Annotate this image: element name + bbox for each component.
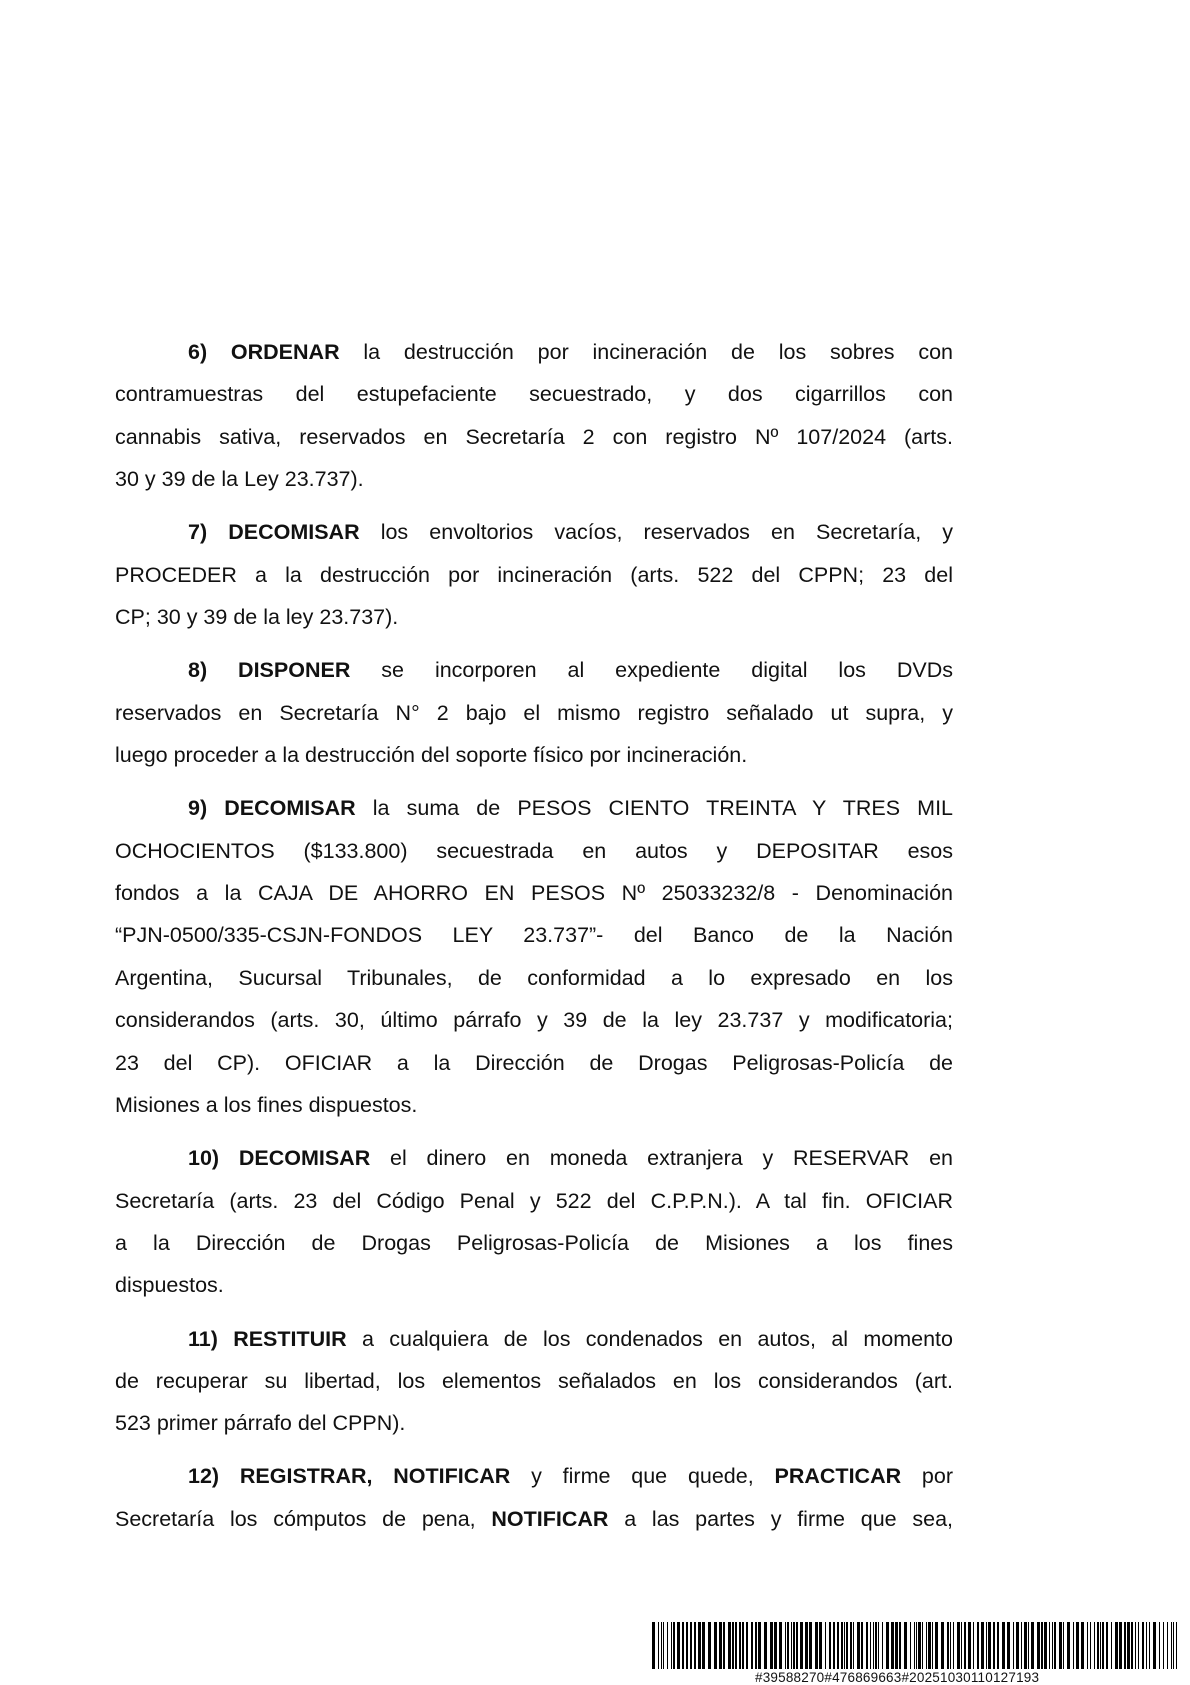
paragraph-12-heading: 12) REGISTRAR, NOTIFICAR: [188, 1464, 511, 1488]
paragraph-7-line-2: PROCEDER a la destrucción por incineración (arts. 522 del CPPN; 23 del: [115, 563, 953, 587]
paragraph-10-line-4: dispuestos.: [115, 1273, 224, 1297]
paragraph-9-line-8: Misiones a los fines dispuestos.: [115, 1093, 418, 1117]
paragraph-9-line-5: Argentina, Sucursal Tribunales, de conformidad a lo expresado en los: [115, 966, 953, 990]
paragraph-10-line-1: 10) DECOMISAR el dinero en moneda extranjera y RESERVAR en: [188, 1146, 953, 1170]
paragraph-10-heading: 10) DECOMISAR: [188, 1146, 371, 1170]
paragraph-6-line-4: 30 y 39 de la Ley 23.737).: [115, 467, 364, 491]
paragraph-10-line-3: a la Dirección de Drogas Peligrosas-Policía de Misiones a los fines: [115, 1231, 953, 1255]
paragraph-8-line-3: luego proceder a la destrucción del soporte físico por incineración.: [115, 743, 748, 767]
paragraph-9-line-2: OCHOCIENTOS ($133.800) secuestrada en autos y DEPOSITAR esos: [115, 839, 953, 863]
paragraph-8-heading: 8) DISPONER: [188, 658, 351, 682]
paragraph-11-line-3: 523 primer párrafo del CPPN).: [115, 1411, 406, 1435]
paragraph-6-line-2: contramuestras del estupefaciente secuestrado, y dos cigarrillos con: [115, 382, 953, 406]
paragraph-9-line-6: considerandos (arts. 30, último párrafo y 39 de la ley 23.737 y modificatoria;: [115, 1008, 953, 1032]
paragraph-12-line-1: 12) REGISTRAR, NOTIFICAR y firme que quede, PRACTICAR por: [188, 1464, 954, 1488]
paragraph-11-line-1: 11) RESTITUIR a cualquiera de los condenados en autos, al momento: [188, 1327, 953, 1351]
paragraph-7-line-1: 7) DECOMISAR los envoltorios vacíos, reservados en Secretaría, y: [188, 520, 954, 544]
paragraph-6-line-3: cannabis sativa, reservados en Secretaría 2 con registro Nº 107/2024 (arts.: [115, 425, 953, 449]
paragraph-8-line-1: 8) DISPONER se incorporen al expediente digital los DVDs: [188, 658, 953, 682]
paragraph-9-line-1: 9) DECOMISAR la suma de PESOS CIENTO TREINTA Y TRES MIL: [188, 796, 954, 820]
paragraph-9-line-7: 23 del CP). OFICIAR a la Dirección de Drogas Peligrosas-Policía de: [115, 1051, 953, 1075]
paragraph-6-heading: 6) ORDENAR: [188, 340, 340, 364]
paragraph-11-line-2: de recuperar su libertad, los elementos señalados en los considerandos (art.: [115, 1369, 953, 1393]
paragraph-10-line-2: Secretaría (arts. 23 del Código Penal y 522 del C.P.P.N.). A tal fin. OFICIAR: [115, 1189, 953, 1213]
barcode-icon: [652, 1622, 1182, 1669]
paragraph-12-line-2: Secretaría los cómputos de pena, NOTIFICAR a las partes y firme que sea,: [115, 1507, 954, 1531]
paragraph-7-line-3: CP; 30 y 39 de la ley 23.737).: [115, 605, 399, 629]
paragraph-9-heading: 9) DECOMISAR: [188, 796, 356, 820]
paragraph-7-heading: 7) DECOMISAR: [188, 520, 360, 544]
paragraph-6-line-1: 6) ORDENAR la destrucción por incineración de los sobres con: [188, 340, 953, 364]
paragraph-8-line-2: reservados en Secretaría N° 2 bajo el mismo registro señalado ut supra, y: [115, 701, 953, 725]
paragraph-9-line-4: “PJN-0500/335-CSJN-FONDOS LEY 23.737”- del Banco de la Nación: [115, 923, 953, 947]
paragraph-11-heading: 11) RESTITUIR: [188, 1327, 347, 1351]
paragraph-9-line-3: fondos a la CAJA DE AHORRO EN PESOS Nº 25033232/8 - Denominación: [115, 881, 953, 905]
barcode-caption: #39588270#476869663#20251030110127193: [755, 1670, 1040, 1685]
